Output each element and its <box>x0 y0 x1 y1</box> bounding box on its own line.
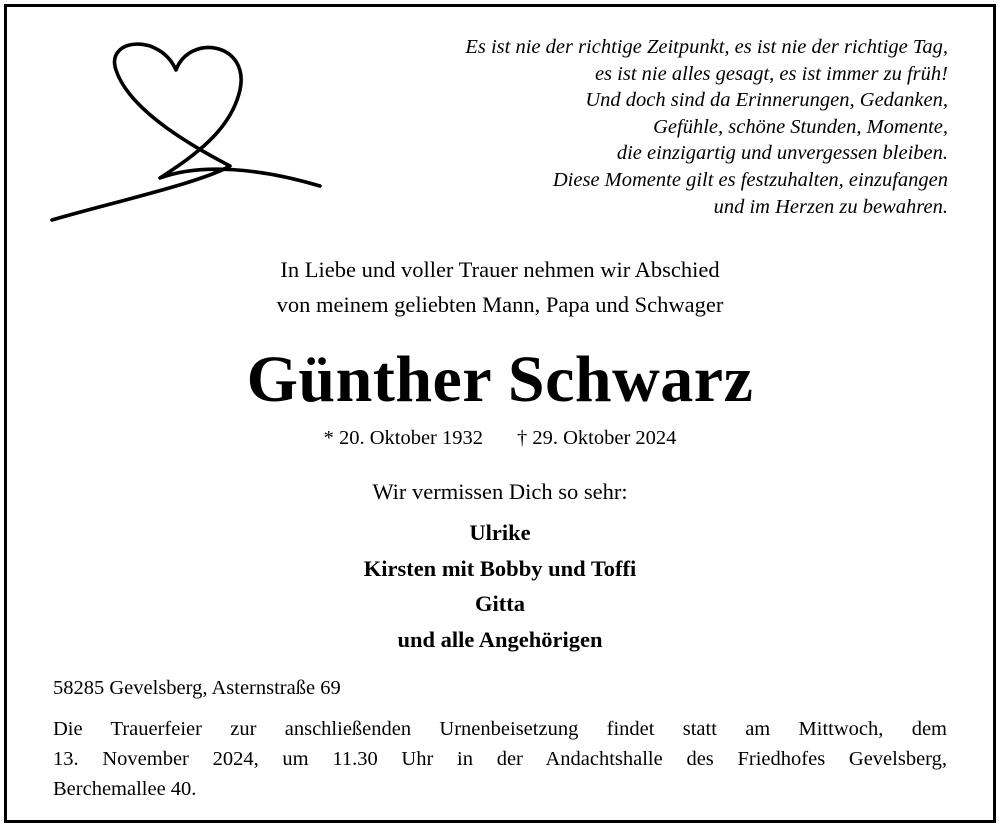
deceased-name: Günther Schwarz <box>246 343 754 416</box>
poem-line: es ist nie alles gesagt, es ist immer zu früh! <box>594 62 948 85</box>
poem-line: Gefühle, schöne Stunden, Momente, <box>653 115 948 138</box>
address: 58285 Gevelsberg, Asternstraße 69 <box>53 677 341 699</box>
family-list <box>0 515 1000 657</box>
poem-line: Diese Momente gilt es festzuhalten, einzufangen <box>552 168 948 191</box>
family-member: und alle Angehörigen <box>397 626 603 652</box>
service-line: Berchemallee 40. <box>53 778 197 800</box>
life-dates <box>0 424 1000 452</box>
intro-line: von meinem geliebten Mann, Papa und Schwager <box>276 292 724 317</box>
poem-line: Es ist nie der richtige Zeitpunkt, es ist nie der richtige Tag, <box>465 36 948 58</box>
poem <box>465 34 948 220</box>
heart-ribbon-icon <box>50 38 325 228</box>
poem-line: und im Herzen zu bewahren. <box>713 195 948 218</box>
poem-line: die einzigartig und unvergessen bleiben. <box>616 142 948 165</box>
service-line: 13. November 2024, um 11.30 Uhr in der Andachtshalle des Friedhofes Gevelsberg, <box>53 748 947 770</box>
birth-date: * 20. Oktober 1932 <box>323 427 483 449</box>
poem-line: Und doch sind da Erinnerungen, Gedanken, <box>585 89 948 112</box>
intro-line: In Liebe und voller Trauer nehmen wir Abschied <box>280 257 720 282</box>
intro-text <box>0 252 1000 322</box>
family-member: Ulrike <box>469 520 531 545</box>
service-line: Die Trauerfeier zur anschließenden Urnenbeisetzung findet statt am Mittwoch, dem <box>53 718 947 740</box>
death-date: † 29. Oktober 2024 <box>517 427 677 449</box>
family-member: Gitta <box>475 591 525 616</box>
miss-line: Wir vermissen Dich so sehr: <box>372 479 628 504</box>
service-info <box>53 714 947 804</box>
family-member: Kirsten mit Bobby und Toffi <box>363 555 637 581</box>
